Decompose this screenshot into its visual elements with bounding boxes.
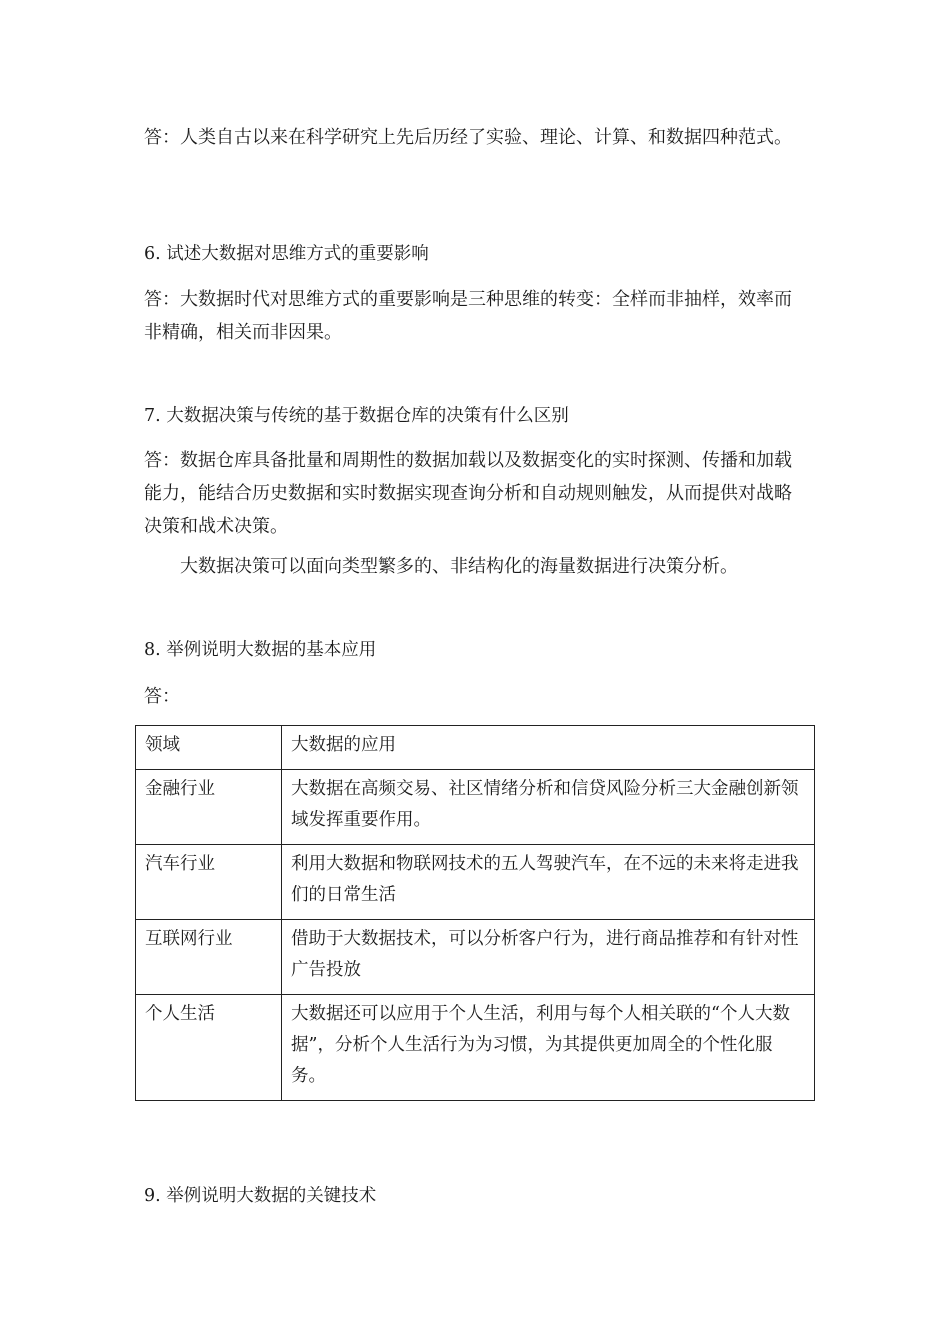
application-cell: 大数据在高频交易、社区情绪分析和信贷风险分析三大金融创新领域发挥重要作用。	[282, 770, 815, 845]
answer-7-paragraph-2: 大数据决策可以面向类型繁多的、非结构化的海量数据进行决策分析。	[180, 556, 738, 577]
question-7-title: 7. 大数据决策与传统的基于数据仓库的决策有什么区别	[144, 406, 569, 426]
domain-cell: 金融行业	[136, 770, 282, 845]
answer-7: 答：数据仓库具备批量和周期性的数据加载以及数据变化的实时探测、传播和加载能力，能结合历史数据和实时数据实现查询分析和自动规则触发，从而提供对战略决策和战术决策。	[144, 450, 792, 537]
domain-cell: 个人生活	[136, 995, 282, 1101]
answer-8-label: 答：	[144, 686, 180, 707]
header-cell-application: 大数据的应用	[282, 726, 815, 770]
domain-cell: 互联网行业	[136, 920, 282, 995]
table-row	[136, 770, 815, 845]
question-6-title: 6. 试述大数据对思维方式的重要影响	[144, 244, 429, 264]
question-9-title: 9. 举例说明大数据的关键技术	[144, 1186, 377, 1206]
header-cell-domain: 领域	[136, 726, 282, 770]
table-row	[136, 995, 815, 1101]
question-8-title: 8. 举例说明大数据的基本应用	[144, 640, 377, 660]
table-header-row	[136, 726, 815, 770]
table-row	[136, 845, 815, 920]
applications-table	[135, 725, 815, 1101]
application-cell: 大数据还可以应用于个人生活，利用与每个人相关联的“个人大数据”，分析个人生活行为为习惯，为其提供更加周全的个性化服务。	[282, 995, 815, 1101]
application-cell: 利用大数据和物联网技术的五人驾驶汽车，在不远的未来将走进我们的日常生活	[282, 845, 815, 920]
application-cell: 借助于大数据技术，可以分析客户行为，进行商品推荐和有针对性广告投放	[282, 920, 815, 995]
domain-cell: 汽车行业	[136, 845, 282, 920]
answer-6: 答：大数据时代对思维方式的重要影响是三种思维的转变：全样而非抽样，效率而非精确，相关而非因果。	[144, 289, 792, 343]
answer-5: 答：人类自古以来在科学研究上先后历经了实验、理论、计算、和数据四种范式。	[144, 127, 792, 148]
table-row	[136, 920, 815, 995]
